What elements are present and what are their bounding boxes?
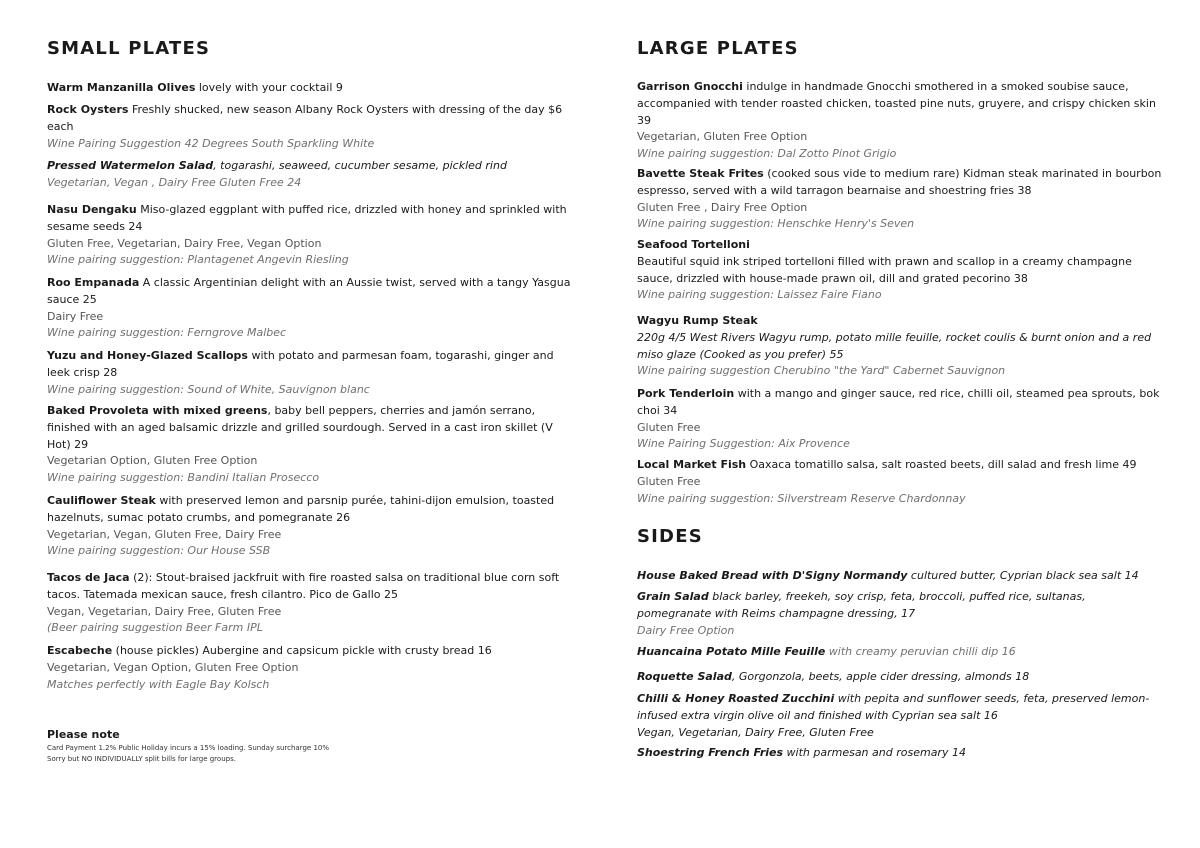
- item-name: Seafood Tortelloni: [637, 238, 750, 251]
- dietary-info: Gluten Free , Dairy Free Option: [637, 200, 808, 214]
- menu-item: [637, 691, 1162, 741]
- menu-item: [47, 158, 577, 192]
- dietary-info: Gluten Free: [637, 474, 701, 488]
- item-name: Roo Empanada: [47, 276, 140, 289]
- dietary-info: Gluten Free: [637, 420, 701, 434]
- menu-item: [47, 493, 577, 560]
- item-desc: Freshly shucked, new season Albany Rock Oysters with dressing of the day $6 each: [47, 103, 563, 133]
- item-desc: , togarashi, seaweed, cucumber sesame, pickled rind: [213, 159, 507, 172]
- dietary-info: Vegetarian, Vegan, Gluten Free, Dairy Free: [47, 527, 282, 541]
- item-desc: Beautiful squid ink striped tortelloni filled with prawn and scallop in a creamy champagne sauce, drizzled with house-made prawn oil, dill and grated pecorino 38: [637, 254, 1132, 285]
- wine-pairing: Wine pairing suggestion: Ferngrove Malbec: [47, 326, 287, 340]
- item-desc: cultured butter, Cyprian black sea salt 14: [907, 569, 1139, 582]
- section-title-small-plates: SMALL PLATES: [47, 38, 211, 59]
- item-name: Huancaina Potato Mille Feuille: [637, 645, 826, 658]
- item-desc: indulge in handmade Gnocchi smothered in a smoked soubise sauce, accompanied with tender roasted chicken, toasted pine nuts, gruyere, and crispy chicken skin 39: [637, 80, 1156, 127]
- item-desc: with pepita and sunflower seeds, feta, preserved lemon-infused extra virgin olive oil and finished with Cyprian sea salt 16: [637, 692, 1150, 722]
- menu-item: [637, 237, 1162, 304]
- item-name: Pork Tenderloin: [637, 387, 735, 400]
- item-name: Pressed Watermelon Salad: [47, 159, 214, 172]
- wine-pairing: Wine pairing suggestion: Henschke Henry's Seven: [637, 217, 915, 231]
- menu-item: [47, 102, 577, 152]
- dietary-info: Vegan, Vegetarian, Dairy Free, Gluten Free: [47, 604, 282, 618]
- wine-pairing: Wine pairing suggestion: Dal Zotto Pinot Grigio: [637, 147, 897, 161]
- item-name: Grain Salad: [637, 590, 709, 603]
- dietary-info: Gluten Free, Vegetarian, Dairy Free, Vegan Option: [47, 236, 322, 250]
- dietary-info: Dairy Free: [47, 309, 104, 323]
- item-desc: A classic Argentinian delight with an Aussie twist, served with a tangy Yasgua sauce 25: [47, 276, 571, 306]
- item-name: Local Market Fish: [637, 458, 747, 471]
- wine-pairing: Wine pairing suggestion: Plantagenet Angevin Riesling: [47, 253, 349, 267]
- item-desc: lovely with your cocktail 9: [195, 81, 343, 94]
- item-desc: , Gorgonzola, beets, apple cider dressing, almonds 18: [731, 670, 1030, 683]
- menu-item: [47, 80, 577, 97]
- item-desc: with preserved lemon and parsnip purée, tahini-dijon emulsion, toasted hazelnuts, sumac potato crumbs, and pomegranate 26: [47, 494, 555, 524]
- item-name: Escabeche: [47, 644, 113, 657]
- dietary-info: Vegetarian, Vegan , Dairy Free Gluten Free 24: [47, 175, 302, 189]
- dietary-info: Vegetarian, Vegan Option, Gluten Free Option: [47, 660, 299, 674]
- menu-item: [637, 568, 1162, 585]
- beer-pairing: (Beer pairing suggestion Beer Farm IPL: [47, 621, 263, 635]
- wine-pairing: Wine pairing suggestion: Laissez Faire Fiano: [637, 288, 882, 302]
- item-name: Bavette Steak Frites: [637, 167, 764, 180]
- beer-pairing: Matches perfectly with Eagle Bay Kolsch: [47, 677, 270, 691]
- item-desc: with a mango and ginger sauce, red rice, chilli oil, steamed pea sprouts, bok choi 34: [637, 387, 1160, 417]
- item-desc: with potato and parmesan foam, togarashi, ginger and leek crisp 28: [47, 349, 554, 379]
- item-desc: (2): Stout-braised jackfruit with fire roasted salsa on traditional blue corn soft tacos. Tatemada mexican sauce, fresh cilantro. Pico de Gallo 25: [47, 571, 560, 601]
- item-name: Cauliflower Steak: [47, 494, 156, 507]
- item-desc: Miso-glazed eggplant with puffed rice, drizzled with honey and sprinkled with sesame seeds 24: [47, 203, 567, 233]
- dietary-info: Vegetarian Option, Gluten Free Option: [47, 454, 258, 468]
- menu-item: [637, 457, 1162, 507]
- wine-pairing: Wine pairing suggestion: Our House SSB: [47, 544, 271, 558]
- item-name: Wagyu Rump Steak: [637, 314, 758, 327]
- dietary-info: Dairy Free Option: [637, 623, 735, 637]
- item-name: Nasu Dengaku: [47, 203, 137, 216]
- item-name: Yuzu and Honey-Glazed Scallops: [47, 349, 248, 362]
- menu-item: [47, 202, 577, 269]
- item-name: Baked Provoleta with mixed greens: [47, 404, 268, 417]
- item-desc: with creamy peruvian chilli dip 16: [825, 645, 1016, 658]
- note-line: Sorry but NO INDIVIDUALLY split bills for large groups.: [47, 755, 236, 763]
- dietary-info: Vegan, Vegetarian, Dairy Free, Gluten Free: [637, 725, 874, 739]
- item-desc: (house pickles) Aubergine and capsicum pickle with crusty bread 16: [112, 644, 492, 657]
- wine-pairing: Wine pairing suggestion: Silverstream Reserve Chardonnay: [637, 491, 966, 505]
- wine-pairing: Wine Pairing Suggestion: Aix Provence: [637, 437, 850, 451]
- note-line: Card Payment 1.2% Public Holiday incurs a 15% loading. Sunday surcharge 10%: [47, 744, 329, 752]
- wine-pairing: Wine pairing suggestion: Bandini Italian Prosecco: [47, 471, 320, 485]
- wine-pairing: Wine pairing suggestion: Sound of White, Sauvignon blanc: [47, 382, 370, 396]
- wine-pairing: Wine Pairing Suggestion 42 Degrees South Sparkling White: [47, 136, 375, 150]
- menu-item: [47, 643, 577, 693]
- menu-item: [637, 166, 1162, 233]
- menu-item: [637, 313, 1162, 380]
- section-title-sides: SIDES: [637, 526, 703, 547]
- item-name: House Baked Bread with D'Signy Normandy: [637, 569, 908, 582]
- item-desc: , baby bell peppers, cherries and jamón serrano, finished with an aged balsamic drizzle and grilled sourdough. Served in a cast iron skillet (V Hot) 29: [47, 404, 553, 451]
- note-title: Please note: [47, 728, 120, 741]
- item-desc: with parmesan and rosemary 14: [783, 746, 966, 759]
- menu-item: [637, 79, 1162, 163]
- item-name: Garrison Gnocchi: [637, 80, 743, 93]
- wine-pairing: Wine pairing suggestion Cherubino "the Yard" Cabernet Sauvignon: [637, 364, 1006, 378]
- item-desc: 220g 4/5 West Rivers Wagyu rump, potato mille feuille, rocket coulis & burnt onion and a red miso glaze (Cooked as you prefer) 55: [637, 330, 1152, 361]
- menu-item: [637, 669, 1162, 686]
- section-title-large-plates: LARGE PLATES: [637, 38, 799, 59]
- item-name: Chilli & Honey Roasted Zucchini: [637, 692, 835, 705]
- menu-item: [47, 403, 577, 487]
- item-desc: black barley, freekeh, soy crisp, feta, broccoli, puffed rice, sultanas, pomegranate with Reims champagne dressing, 17: [637, 590, 1086, 620]
- item-name: Warm Manzanilla Olives: [47, 81, 196, 94]
- item-name: Rock Oysters: [47, 103, 129, 116]
- dietary-info: Vegetarian, Gluten Free Option: [637, 130, 808, 144]
- menu-item: [47, 275, 577, 342]
- item-name: Roquette Salad: [637, 670, 732, 683]
- menu-item: [47, 570, 577, 637]
- menu-item: [637, 589, 1162, 639]
- item-desc: Oaxaca tomatillo salsa, salt roasted beets, dill salad and fresh lime 49: [746, 458, 1137, 471]
- menu-item: [637, 386, 1162, 453]
- menu-item: [637, 644, 1162, 661]
- item-name: Shoestring French Fries: [637, 746, 784, 759]
- menu-item: [47, 348, 577, 398]
- item-desc: (cooked sous vide to medium rare) Kidman steak marinated in bourbon espresso, served with a wild tarragon bearnaise and shoestring fries 38: [637, 167, 1162, 197]
- menu-item: [637, 745, 1162, 762]
- item-name: Tacos de Jaca: [47, 571, 130, 584]
